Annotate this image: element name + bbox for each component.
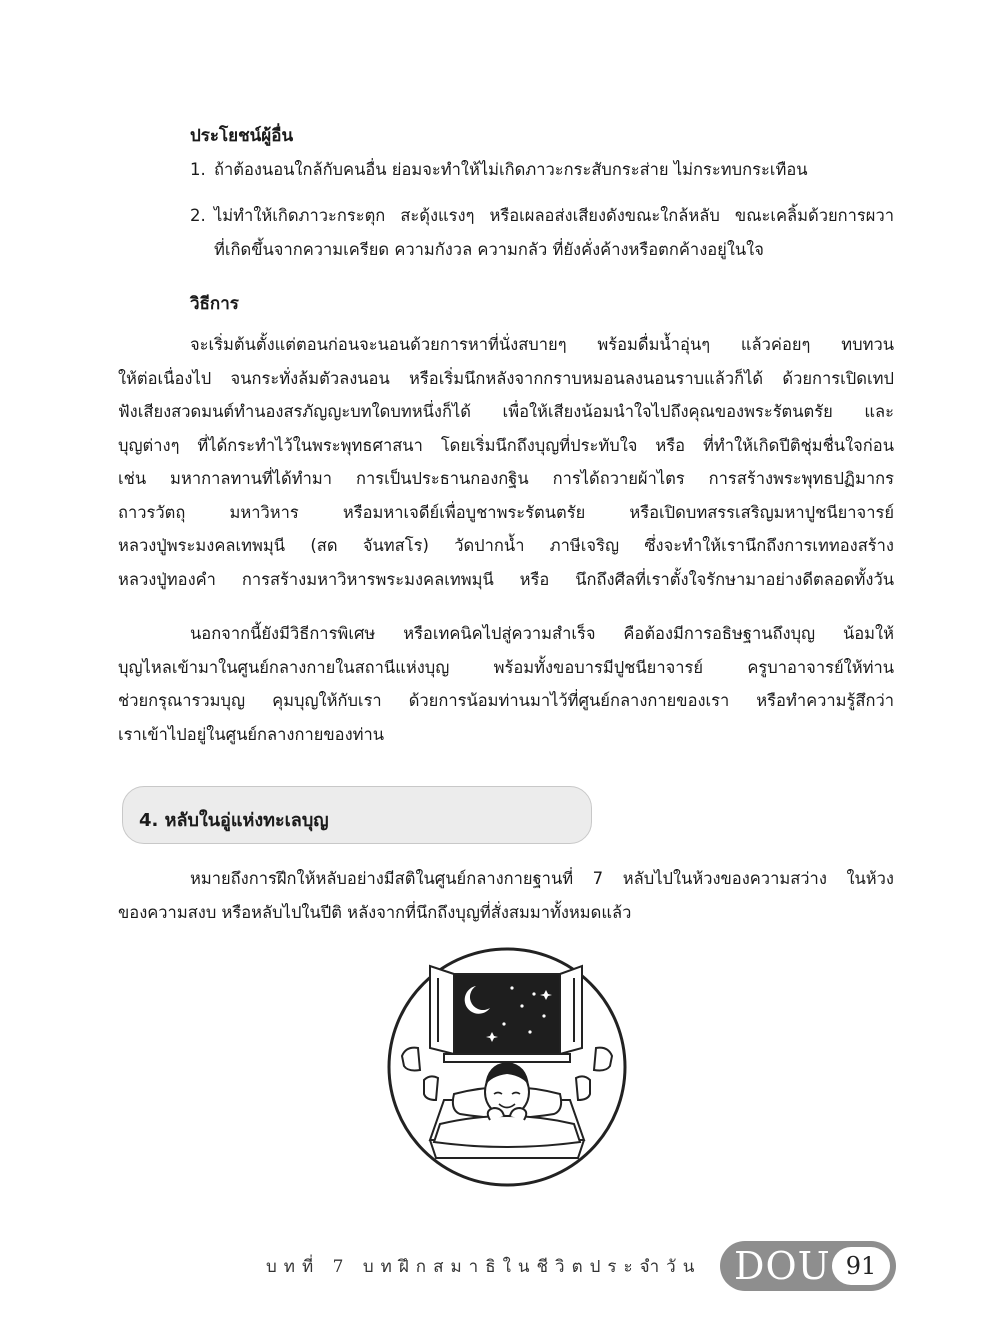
paragraph-line: บุญไหลเข้ามาในศูนย์กลางกายในสถานีแห่งบุญ พร้อมทั้งขอบารมีปูชนียาจารย์ ครูบาอาจารย์ให้ท่าน [118, 657, 894, 677]
section-title: 4. หลับในอู่แห่งทะเลบุญ [139, 810, 329, 831]
paragraph-line: จะเริ่มต้นตั้งแต่ตอนก่อนจะนอนด้วยการหาที่นั่งสบายๆ พร้อมดื่มน้ำอุ่นๆ แล้วค่อยๆ ทบทวน [190, 335, 894, 354]
paragraph-line: ฟังเสียงสวดมนต์ทำนองสรภัญญะบทใดบทหนึ่งก็ได้ เพื่อให้เสียงน้อมนำใจไปถึงคุณของพระรัตนตรัย และ [118, 402, 894, 421]
paragraph-line: บุญต่างๆ ที่ได้กระทำไว้ในพระพุทธศาสนา โดยเริ่มนึกถึงบุญที่ประทับใจ หรือ ที่ทำให้เกิดปีติชุ่มชื่นใจก่อน [118, 435, 894, 455]
paragraph-line: เช่น มหากาลทานที่ได้ทำมา การเป็นประธานกองกฐิน การได้ถวายผ้าไตร การสร้างพระพุทธปฏิมากร [118, 469, 894, 488]
paragraph-line: ของความสงบ หรือหลับไปในปีติ หลังจากที่นึกถึงบุญที่สั่งสมมาทั้งหมดแล้ว [118, 902, 632, 922]
paragraph-line: เราเข้าไปอยู่ในศูนย์กลางกายของท่าน [118, 724, 385, 744]
list-number: 1. [190, 160, 206, 179]
paragraph-line: หมายถึงการฝึกให้หลับอย่างมีสติในศูนย์กลางกายฐานที่ 7 หลับไปในห้วงของความสว่าง ในห้วง [190, 869, 894, 888]
method-paragraph-2 [118, 617, 894, 751]
section-header [122, 786, 592, 844]
list-item-continuation: ที่เกิดขึ้นจากความเครียด ความกังวล ความกลัว ที่ยังคั่งค้างหรือตกค้างอยู่ในใจ [214, 240, 764, 259]
brand-label: DOU [734, 1244, 831, 1288]
chapter-footer: บทที่ 7 บทฝึกสมาธิในชีวิตประจำวัน [266, 1257, 702, 1277]
section-paragraph [118, 862, 894, 929]
paragraph-line: นอกจากนี้ยังมีวิธีการพิเศษ หรือเทคนิคไปสู่ความสำเร็จ คือต้องมีการอธิษฐานถึงบุญ น้อมให้ [190, 624, 894, 643]
paragraph-line: หลวงปู่พระมงคลเทพมุนี (สด จันทสโร) วัดปากน้ำ ภาษีเจริญ ซึ่งจะทำให้เรานึกถึงการเททองสร้าง [118, 536, 894, 555]
list-number: 2. [190, 206, 206, 225]
paragraph-line: ให้ต่อเนื่องไป จนกระทั่งล้มตัวลงนอน หรือเริ่มนึกหลังจากกราบหมอนลงนอนราบแล้วก็ได้ ด้วยการเปิดเทป [118, 368, 894, 388]
page-number: 91 [832, 1247, 890, 1285]
window-icon [430, 966, 582, 1062]
sleeping-person-illustration [384, 944, 630, 1190]
paragraph-line: ถาวรวัตถุ มหาวิหาร หรือมหาเจดีย์เพื่อบูชาพระรัตนตรัย หรือเปิดบทสรรเสริญมหาปูชนียาจารย์ [118, 502, 894, 522]
benefits-heading: ประโยชน์ผู้อื่น [190, 126, 294, 146]
list-item: ถ้าต้องนอนใกล้กับคนอื่น ย่อมจะทำให้ไม่เกิดภาวะกระสับกระส่าย ไม่กระทบกระเทือน [214, 160, 808, 179]
list-item: ไม่ทำให้เกิดภาวะกระตุก สะดุ้งแรงๆ หรือเผลอส่งเสียงดังขณะใกล้หลับ ขณะเคลิ้มด้วยการผวา [214, 206, 894, 225]
method-paragraph-1 [118, 328, 894, 596]
method-heading: วิธีการ [190, 294, 239, 314]
paragraph-line: หลวงปู่ทองคำ การสร้างมหาวิหารพระมงคลเทพมุนี หรือ นึกถึงศีลที่เราตั้งใจรักษามาอย่างดีตลอดทั้งวัน [118, 569, 894, 589]
page-badge [720, 1241, 896, 1291]
paragraph-line: ช่วยกรุณารวมบุญ คุมบุญให้กับเรา ด้วยการน้อมท่านมาไว้ที่ศูนย์กลางกายของเรา หรือทำความรู้สึกว่า [118, 691, 894, 710]
